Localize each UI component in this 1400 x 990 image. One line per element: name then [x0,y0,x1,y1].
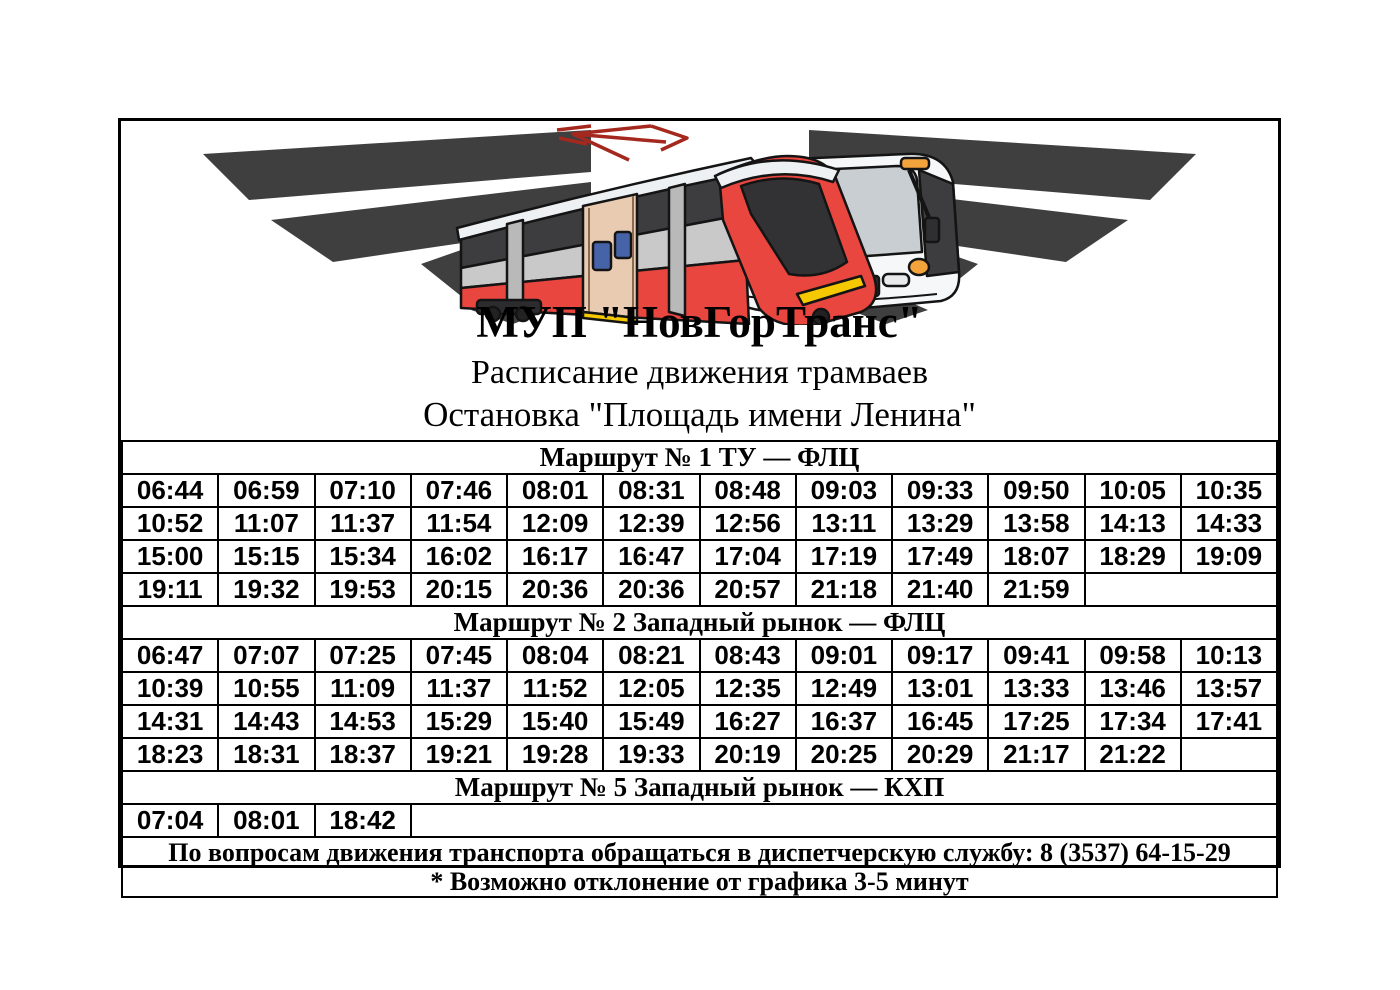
departure-time-cell: 16:47 [603,540,699,573]
departure-time-cell: 07:10 [315,474,411,507]
departure-time-cell: 15:00 [122,540,218,573]
departure-time-cell: 08:43 [700,639,796,672]
departure-time-cell: 11:09 [315,672,411,705]
departure-time-cell: 18:31 [218,738,314,771]
departure-times-row [122,474,1277,507]
departure-time-cell: 08:21 [603,639,699,672]
departure-time-cell: 20:29 [892,738,988,771]
departure-times-row [122,540,1277,573]
departure-time-cell: 12:05 [603,672,699,705]
departure-time-cell: 19:21 [411,738,507,771]
empty-cell [411,804,1277,837]
departure-time-cell: 16:27 [700,705,796,738]
departure-time-cell: 06:59 [218,474,314,507]
departure-time-cell: 10:35 [1181,474,1277,507]
departure-times-row [122,507,1277,540]
departure-time-cell: 13:58 [988,507,1084,540]
departure-time-cell: 09:01 [796,639,892,672]
route-header-row [122,606,1277,639]
departure-time-cell: 09:50 [988,474,1084,507]
departure-time-cell: 06:44 [122,474,218,507]
departure-time-cell: 21:40 [892,573,988,606]
departure-time-cell: 10:05 [1085,474,1181,507]
departure-time-cell: 12:56 [700,507,796,540]
timetable-page [118,118,1281,897]
departure-time-cell: 17:04 [700,540,796,573]
departure-time-cell: 12:49 [796,672,892,705]
departure-time-cell: 20:36 [603,573,699,606]
departure-time-cell: 19:11 [122,573,218,606]
departure-time-cell: 19:32 [218,573,314,606]
departure-time-cell: 16:45 [892,705,988,738]
departure-time-cell: 07:04 [122,804,218,837]
departure-time-cell: 14:43 [218,705,314,738]
departure-time-cell: 06:47 [122,639,218,672]
departure-time-cell: 18:23 [122,738,218,771]
departure-times-row [122,639,1277,672]
departure-time-cell: 20:19 [700,738,796,771]
departure-time-cell: 14:33 [1181,507,1277,540]
departure-time-cell: 11:07 [218,507,314,540]
departure-time-cell: 17:34 [1085,705,1181,738]
departure-time-cell: 08:48 [700,474,796,507]
departure-time-cell: 09:41 [988,639,1084,672]
departure-time-cell: 13:29 [892,507,988,540]
departure-time-cell: 08:01 [218,804,314,837]
departure-time-cell: 16:17 [507,540,603,573]
departure-time-cell: 19:28 [507,738,603,771]
route-title: Маршрут № 5 Западный рынок — КХП [122,771,1277,804]
dispatch-info-line: По вопросам движения транспорта обращаться в диспетчерскую службу: 8 (3537) 64-15-29 [168,838,1231,867]
departure-time-cell: 17:19 [796,540,892,573]
route-header-row [122,441,1277,474]
departure-time-cell: 15:40 [507,705,603,738]
empty-cell [1085,573,1278,606]
org-title: МУП "НовГорТранс" [476,297,923,347]
departure-time-cell: 10:39 [122,672,218,705]
departure-time-cell: 11:52 [507,672,603,705]
departure-times-row [122,573,1277,606]
departure-time-cell: 08:01 [507,474,603,507]
departure-time-cell: 19:53 [315,573,411,606]
departure-time-cell: 12:35 [700,672,796,705]
departure-time-cell: 10:13 [1181,639,1277,672]
footer-cell [122,837,1277,897]
departure-time-cell: 15:34 [315,540,411,573]
departure-time-cell: 14:13 [1085,507,1181,540]
departure-time-cell: 10:55 [218,672,314,705]
stop-name-title: Остановка "Площадь имени Ленина" [423,395,976,434]
footer-row [122,837,1277,897]
departure-time-cell: 09:17 [892,639,988,672]
route-header-row [122,771,1277,804]
departure-time-cell: 15:29 [411,705,507,738]
departure-time-cell: 18:07 [988,540,1084,573]
departure-time-cell: 14:53 [315,705,411,738]
departure-time-cell: 21:22 [1085,738,1181,771]
departure-time-cell: 21:59 [988,573,1084,606]
departure-time-cell: 11:54 [411,507,507,540]
departure-time-cell: 21:17 [988,738,1084,771]
departure-times-row [122,804,1277,837]
schedule-table-wrap [121,440,1278,897]
schedule-table-body [122,441,1277,837]
departure-time-cell: 14:31 [122,705,218,738]
departure-time-cell: 16:37 [796,705,892,738]
departure-time-cell: 08:04 [507,639,603,672]
departure-time-cell: 18:42 [315,804,411,837]
schedule-table [121,440,1278,898]
departure-time-cell: 09:33 [892,474,988,507]
route-title: Маршрут № 1 ТУ — ФЛЦ [122,441,1277,474]
departure-time-cell: 19:09 [1181,540,1277,573]
departure-time-cell: 12:09 [507,507,603,540]
empty-cell [1181,738,1277,771]
departure-time-cell: 11:37 [411,672,507,705]
departure-time-cell: 07:46 [411,474,507,507]
departure-time-cell: 19:33 [603,738,699,771]
departure-time-cell: 20:15 [411,573,507,606]
departure-time-cell: 16:02 [411,540,507,573]
departure-time-cell: 08:31 [603,474,699,507]
departure-time-cell: 20:57 [700,573,796,606]
departure-time-cell: 12:39 [603,507,699,540]
departure-time-cell: 18:37 [315,738,411,771]
schedule-subtitle: Расписание движения трамваев [471,354,928,391]
departure-time-cell: 15:49 [603,705,699,738]
departure-time-cell: 20:36 [507,573,603,606]
departure-time-cell: 20:25 [796,738,892,771]
departure-time-cell: 13:33 [988,672,1084,705]
departure-time-cell: 09:03 [796,474,892,507]
logo-illustration [121,123,1278,325]
departure-times-row [122,738,1277,771]
departure-time-cell: 15:15 [218,540,314,573]
route-title: Маршрут № 2 Западный рынок — ФЛЦ [122,606,1277,639]
departure-time-cell: 11:37 [315,507,411,540]
departure-time-cell: 07:45 [411,639,507,672]
departure-time-cell: 13:57 [1181,672,1277,705]
departure-time-cell: 17:41 [1181,705,1277,738]
departure-time-cell: 21:18 [796,573,892,606]
departure-time-cell: 07:07 [218,639,314,672]
departure-time-cell: 17:25 [988,705,1084,738]
departure-time-cell: 18:29 [1085,540,1181,573]
departure-time-cell: 07:25 [315,639,411,672]
deviation-note-line: * Возможно отклонение от графика 3-5 минут [430,867,969,897]
departure-time-cell: 13:01 [892,672,988,705]
departure-time-cell: 17:49 [892,540,988,573]
departure-times-row [122,672,1277,705]
departure-time-cell: 09:58 [1085,639,1181,672]
tram-bus-logo-icon [121,123,1278,325]
departure-times-row [122,705,1277,738]
departure-time-cell: 13:11 [796,507,892,540]
departure-time-cell: 13:46 [1085,672,1181,705]
departure-time-cell: 10:52 [122,507,218,540]
